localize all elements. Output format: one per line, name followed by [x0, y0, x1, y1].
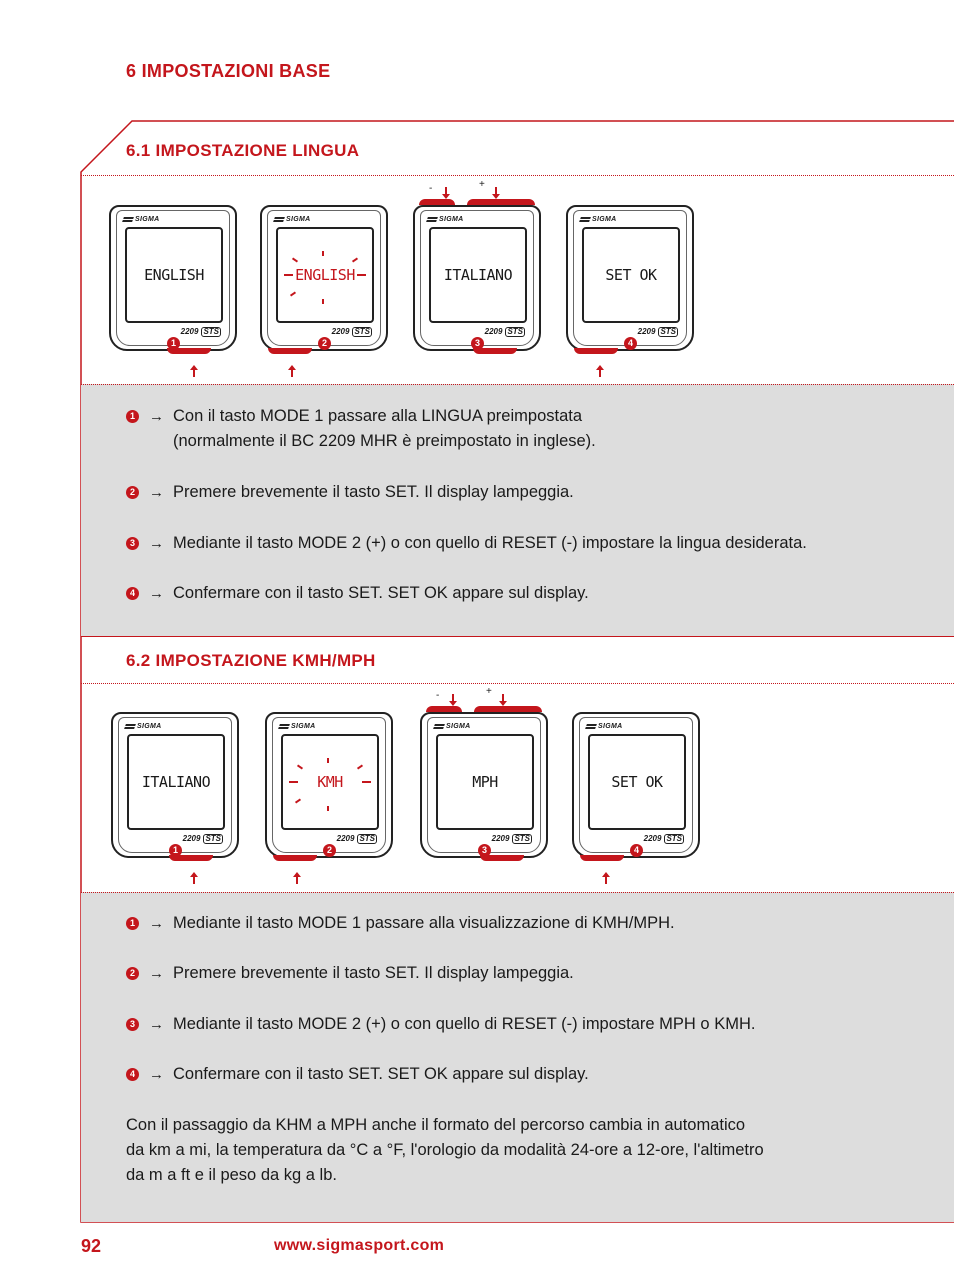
device-button-top-right [474, 706, 542, 712]
screen-text: KMH [317, 773, 343, 791]
sigma-logo-icon [426, 217, 438, 222]
brand-label [274, 216, 310, 223]
device-body [572, 712, 700, 858]
brand-text: SIGMA [446, 723, 471, 730]
flash-mark-icon [327, 806, 329, 811]
bike-computer-device [420, 686, 550, 872]
step-3 [126, 531, 807, 556]
device-button-top-right [467, 199, 535, 205]
brand-text: SIGMA [598, 723, 623, 730]
sigma-logo-icon [122, 217, 134, 222]
step-number: 4 [126, 587, 139, 600]
model-logo: STS [507, 327, 523, 336]
model-logo: STS [514, 834, 530, 843]
device-number: 1 [169, 844, 182, 857]
arrow-right-icon: → [149, 535, 164, 552]
arrow-right-icon: → [149, 484, 164, 501]
device-number: 1 [167, 337, 180, 350]
model-logo: STS [354, 327, 370, 336]
device-number: 4 [624, 337, 637, 350]
device-button-bottom [574, 348, 618, 354]
divider [81, 683, 954, 684]
device-screen [588, 734, 686, 830]
arrow-down-icon [498, 694, 508, 706]
arrow-down-icon [441, 187, 451, 199]
device-button-top-left [426, 706, 462, 712]
screen-text: ITALIANO [141, 773, 211, 791]
step-number: 1 [126, 410, 139, 423]
device-body [260, 205, 388, 351]
brand-text: SIGMA [439, 216, 464, 223]
model-logo: STS [203, 327, 219, 336]
arrow-right-icon: → [149, 1066, 164, 1083]
unit-note: Con il passaggio da KHM a MPH anche il formato del percorso cambia in automatico da km a mi, la temperatura da °C a °F, l'orologio da modalità 24-ore a 12-ore, l'altimetro da m a ft e il peso da kg a lb. [126, 1116, 764, 1184]
device-button-bottom [273, 855, 317, 861]
arrow-right-icon: → [149, 1016, 164, 1033]
step-2 [126, 480, 574, 505]
model-number: 2209 [643, 834, 662, 843]
model-number: 2209 [331, 327, 350, 336]
model-logo: STS [205, 834, 221, 843]
screen-text: ENGLISH [295, 266, 355, 284]
flash-mark-icon [362, 781, 371, 783]
step-2 [126, 961, 574, 986]
flash-mark-icon [289, 781, 298, 783]
screen-text: SET OK [611, 773, 663, 791]
model-label [337, 834, 377, 844]
model-logo: STS [359, 834, 375, 843]
model-label [638, 327, 678, 337]
device-body [265, 712, 393, 858]
model-logo: STS [660, 327, 676, 336]
step-text: Mediante il tasto MODE 2 (+) o con quello di RESET (-) impostare MPH o KMH. [173, 1015, 756, 1033]
brand-text: SIGMA [286, 216, 311, 223]
bike-computer-device [260, 205, 390, 365]
screen-text: ITALIANO [443, 266, 513, 284]
flash-mark-icon [284, 274, 293, 276]
device-button-top-left [419, 199, 455, 205]
device-button-bottom [268, 348, 312, 354]
divider [81, 175, 954, 176]
model-label [492, 834, 532, 844]
model-number: 2209 [180, 327, 199, 336]
step-3 [126, 1012, 755, 1037]
model-label [644, 834, 684, 844]
arrow-down-icon [491, 187, 501, 199]
sigma-logo-icon [278, 724, 290, 729]
model-label [183, 834, 223, 844]
step-text: Premere brevemente il tasto SET. Il display lampeggia. [173, 483, 574, 501]
arrow-up-icon [189, 365, 199, 377]
device-body [566, 205, 694, 351]
step-text: Mediante il tasto MODE 1 passare alla visualizzazione di KMH/MPH. [173, 914, 675, 932]
arrow-right-icon: → [149, 915, 164, 932]
brand-label [580, 216, 616, 223]
bike-computer-device [109, 205, 239, 365]
model-number: 2209 [336, 834, 355, 843]
step-text: Confermare con il tasto SET. SET OK appare sul display. [173, 584, 589, 602]
brand-label [434, 723, 470, 730]
bike-computer-device [566, 205, 696, 365]
device-screen [127, 734, 225, 830]
sigma-logo-icon [124, 724, 136, 729]
divider [81, 384, 954, 385]
brand-label [279, 723, 315, 730]
bike-computer-device [111, 712, 241, 872]
device-number: 4 [630, 844, 643, 857]
brand-label [125, 723, 161, 730]
screen-text: SET OK [605, 266, 657, 284]
step-number: 3 [126, 1018, 139, 1031]
device-number: 3 [478, 844, 491, 857]
device-screen [429, 227, 527, 323]
sigma-logo-icon [273, 217, 285, 222]
device-button-bottom [580, 855, 624, 861]
brand-label [123, 216, 159, 223]
sigma-logo-icon [579, 217, 591, 222]
step-number: 2 [126, 967, 139, 980]
brand-label [586, 723, 622, 730]
bike-computer-device [413, 179, 543, 365]
arrow-up-icon [189, 872, 199, 884]
model-number: 2209 [637, 327, 656, 336]
screen-text: ENGLISH [144, 266, 204, 284]
arrow-down-icon [448, 694, 458, 706]
arrow-up-icon [287, 365, 297, 377]
bike-computer-device [265, 712, 395, 872]
device-screen [436, 734, 534, 830]
brand-label [427, 216, 463, 223]
brand-text: SIGMA [135, 216, 160, 223]
step-4 [126, 581, 589, 606]
step-1 [126, 404, 596, 454]
plus-label: + [486, 686, 492, 697]
model-number: 2209 [182, 834, 201, 843]
flash-mark-icon [322, 299, 324, 304]
step-text: Confermare con il tasto SET. SET OK appare sul display. [173, 1065, 589, 1083]
minus-label: - [429, 183, 433, 194]
brand-text: SIGMA [291, 723, 316, 730]
arrow-up-icon [292, 872, 302, 884]
device-body [420, 712, 548, 858]
step-number: 1 [126, 917, 139, 930]
device-body [109, 205, 237, 351]
device-screen [582, 227, 680, 323]
model-label [181, 327, 221, 337]
step-number: 2 [126, 486, 139, 499]
section1-title: 6.1 IMPOSTAZIONE LINGUA [126, 141, 360, 160]
step-text: Con il tasto MODE 1 passare alla LINGUA preimpostata (normalmente il BC 2209 MHR è preimpostato in inglese). [173, 407, 596, 450]
device-number: 2 [318, 337, 331, 350]
sigma-logo-icon [433, 724, 445, 729]
arrow-right-icon: → [149, 408, 164, 425]
flash-mark-icon [327, 758, 329, 763]
flash-mark-icon [322, 251, 324, 256]
device-body [111, 712, 239, 858]
device-screen [281, 734, 379, 830]
brand-text: SIGMA [137, 723, 162, 730]
divider [81, 636, 954, 637]
device-screen [276, 227, 374, 323]
step-4 [126, 1062, 589, 1087]
sigma-logo-icon [585, 724, 597, 729]
brand-text: SIGMA [592, 216, 617, 223]
page-heading: 6 IMPOSTAZIONI BASE [126, 61, 331, 81]
step-number: 4 [126, 1068, 139, 1081]
model-label [332, 327, 372, 337]
arrow-up-icon [595, 365, 605, 377]
page-number: 92 [81, 1236, 102, 1256]
bike-computer-device [572, 712, 702, 872]
minus-label: - [436, 690, 440, 701]
step-text: Mediante il tasto MODE 2 (+) o con quello di RESET (-) impostare la lingua desiderata. [173, 534, 807, 552]
plus-label: + [479, 179, 485, 190]
divider [81, 892, 954, 893]
arrow-right-icon: → [149, 965, 164, 982]
flash-mark-icon [357, 274, 366, 276]
device-number: 3 [471, 337, 484, 350]
step-1 [126, 911, 675, 936]
arrow-right-icon: → [149, 585, 164, 602]
footer-url: www.sigmasport.com [274, 1237, 445, 1254]
model-number: 2209 [491, 834, 510, 843]
screen-text: MPH [472, 773, 498, 791]
device-body [413, 205, 541, 351]
section2-title: 6.2 IMPOSTAZIONE KMH/MPH [126, 651, 376, 670]
step-text: Premere brevemente il tasto SET. Il display lampeggia. [173, 964, 574, 982]
arrow-up-icon [601, 872, 611, 884]
model-logo: STS [666, 834, 682, 843]
model-label [485, 327, 525, 337]
step-number: 3 [126, 537, 139, 550]
device-screen [125, 227, 223, 323]
device-number: 2 [323, 844, 336, 857]
model-number: 2209 [484, 327, 503, 336]
